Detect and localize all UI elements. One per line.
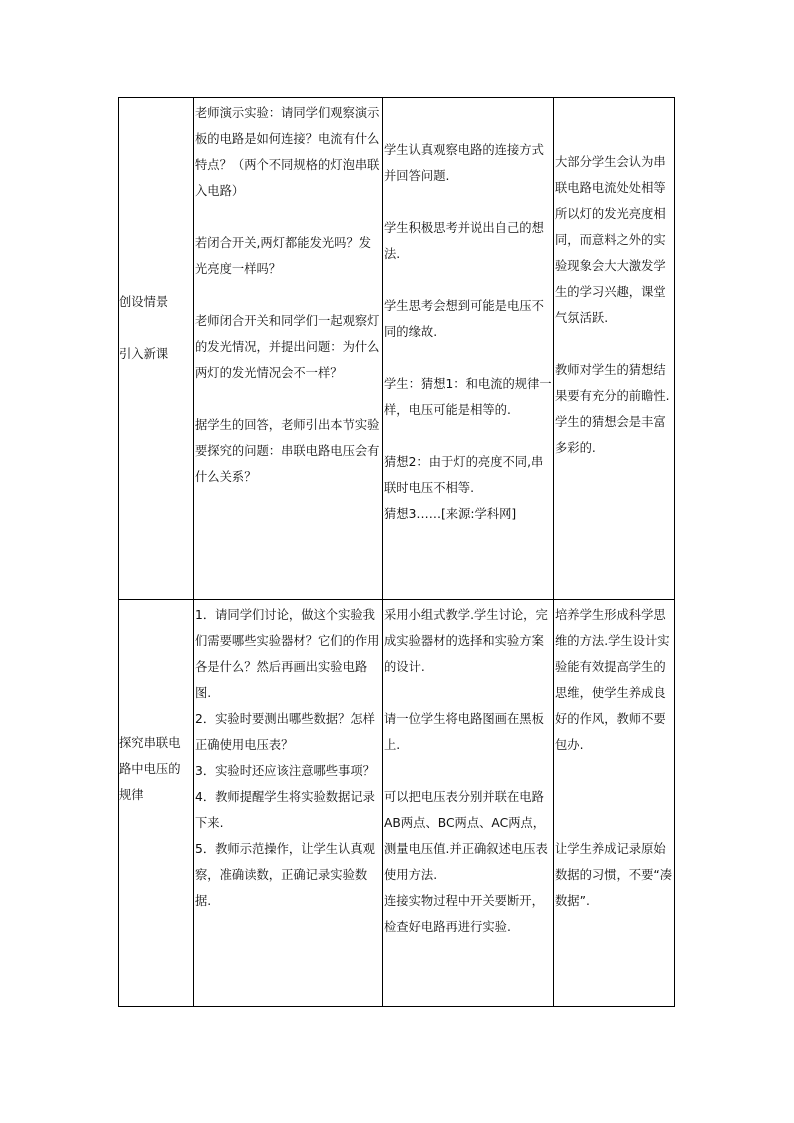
student-paragraph: 猜想2：由于灯的亮度不同,串联时电压不相等.	[384, 455, 544, 495]
teacher-paragraph: 4．教师提醒学生将实验数据记录下来.	[195, 790, 375, 830]
student-paragraph: 猜想3……[来源:学科网]	[384, 507, 517, 521]
teacher-paragraph: 1．请同学们讨论，做这个实验我们需要哪些实验器材？它们的作用各是什么？然后再画出实验电路图.	[195, 608, 380, 700]
student-paragraph: 采用小组式教学.学生讨论，完成实验器材的选择和实验方案的设计.	[384, 608, 548, 674]
row-divider	[118, 599, 675, 600]
design-intent-cell	[555, 602, 673, 914]
teacher-activity-cell	[195, 100, 381, 490]
stage-line: 规律	[119, 788, 144, 802]
teacher-paragraph: 据学生的回答，老师引出本节实验要探究的问题：串联电路电压会有什么关系？	[195, 418, 380, 484]
column-divider	[382, 97, 383, 1007]
student-activity-cell	[384, 602, 552, 940]
teacher-paragraph: 老师演示实验：请同学们观察演示板的电路是如何连接？电流有什么特点？（两个不同规格的灯泡串联入电路）	[195, 106, 380, 198]
intent-paragraph: 让学生养成记录原始数据的习惯，不要“凑数据”.	[555, 842, 673, 908]
student-paragraph: 连接实物过程中开关要断开，检查好电路再进行实验.	[384, 894, 544, 934]
lesson-table	[118, 97, 675, 1007]
design-intent-cell	[555, 149, 673, 461]
teacher-paragraph: 5．教师示范操作，让学生认真观察，准确读数，正确记录实验数据.	[195, 842, 375, 908]
teacher-activity-cell	[195, 602, 381, 914]
stage-label	[119, 289, 191, 367]
stage-line: 探究串联电	[119, 736, 181, 750]
intent-paragraph: 大部分学生会认为串联电路电流处处相等所以灯的发光亮度相同，而意料之外的实验现象会大大激发学生的学习兴趣，课堂气氛活跃.	[555, 155, 666, 325]
table-border-bottom	[118, 1006, 675, 1007]
teacher-paragraph: 老师闭合开关和同学们一起观察灯的发光情况，并提出问题：为什么两灯的发光情况会不一样？	[195, 314, 380, 380]
teacher-paragraph: 若闭合开关,两灯都能发光吗？发光亮度一样吗？	[195, 236, 372, 276]
student-activity-cell	[384, 137, 552, 527]
column-divider	[193, 97, 194, 1007]
column-divider	[553, 97, 554, 1007]
intent-paragraph: 培养学生形成科学思维的方法.学生设计实验能有效提高学生的思维，使学生养成良好的作风，教师不要包办.	[555, 608, 670, 752]
student-paragraph: 学生认真观察电路的连接方式并回答问题.	[384, 143, 544, 183]
table-border-left	[118, 97, 119, 1007]
teacher-paragraph: 2．实验时要测出哪些数据？怎样正确使用电压表？	[195, 712, 375, 752]
stage-label	[119, 730, 191, 808]
student-paragraph: 学生积极思考并说出自己的想法.	[384, 221, 544, 261]
student-paragraph: 请一位学生将电路图画在黑板上.	[384, 712, 544, 752]
table-border-top	[118, 97, 675, 98]
teacher-paragraph: 3．实验时还应该注意哪些事项？	[195, 764, 375, 778]
stage-line: 路中电压的	[119, 762, 181, 776]
student-paragraph: 学生：猜想1：和电流的规律一样，电压可能是相等的.	[384, 377, 552, 417]
student-paragraph: 学生思考会想到可能是电压不同的缘故.	[384, 299, 544, 339]
intent-paragraph: 教师对学生的猜想结果要有充分的前瞻性.学生的猜想会是丰富多彩的.	[555, 363, 670, 455]
student-paragraph: 可以把电压表分别并联在电路AB两点、BC两点、AC两点，测量电压值.并正确叙述电压表使用方法.	[384, 790, 548, 882]
table-border-right	[674, 97, 675, 1007]
stage-line: 创设情景	[119, 295, 169, 309]
stage-line: 引入新课	[119, 347, 169, 361]
